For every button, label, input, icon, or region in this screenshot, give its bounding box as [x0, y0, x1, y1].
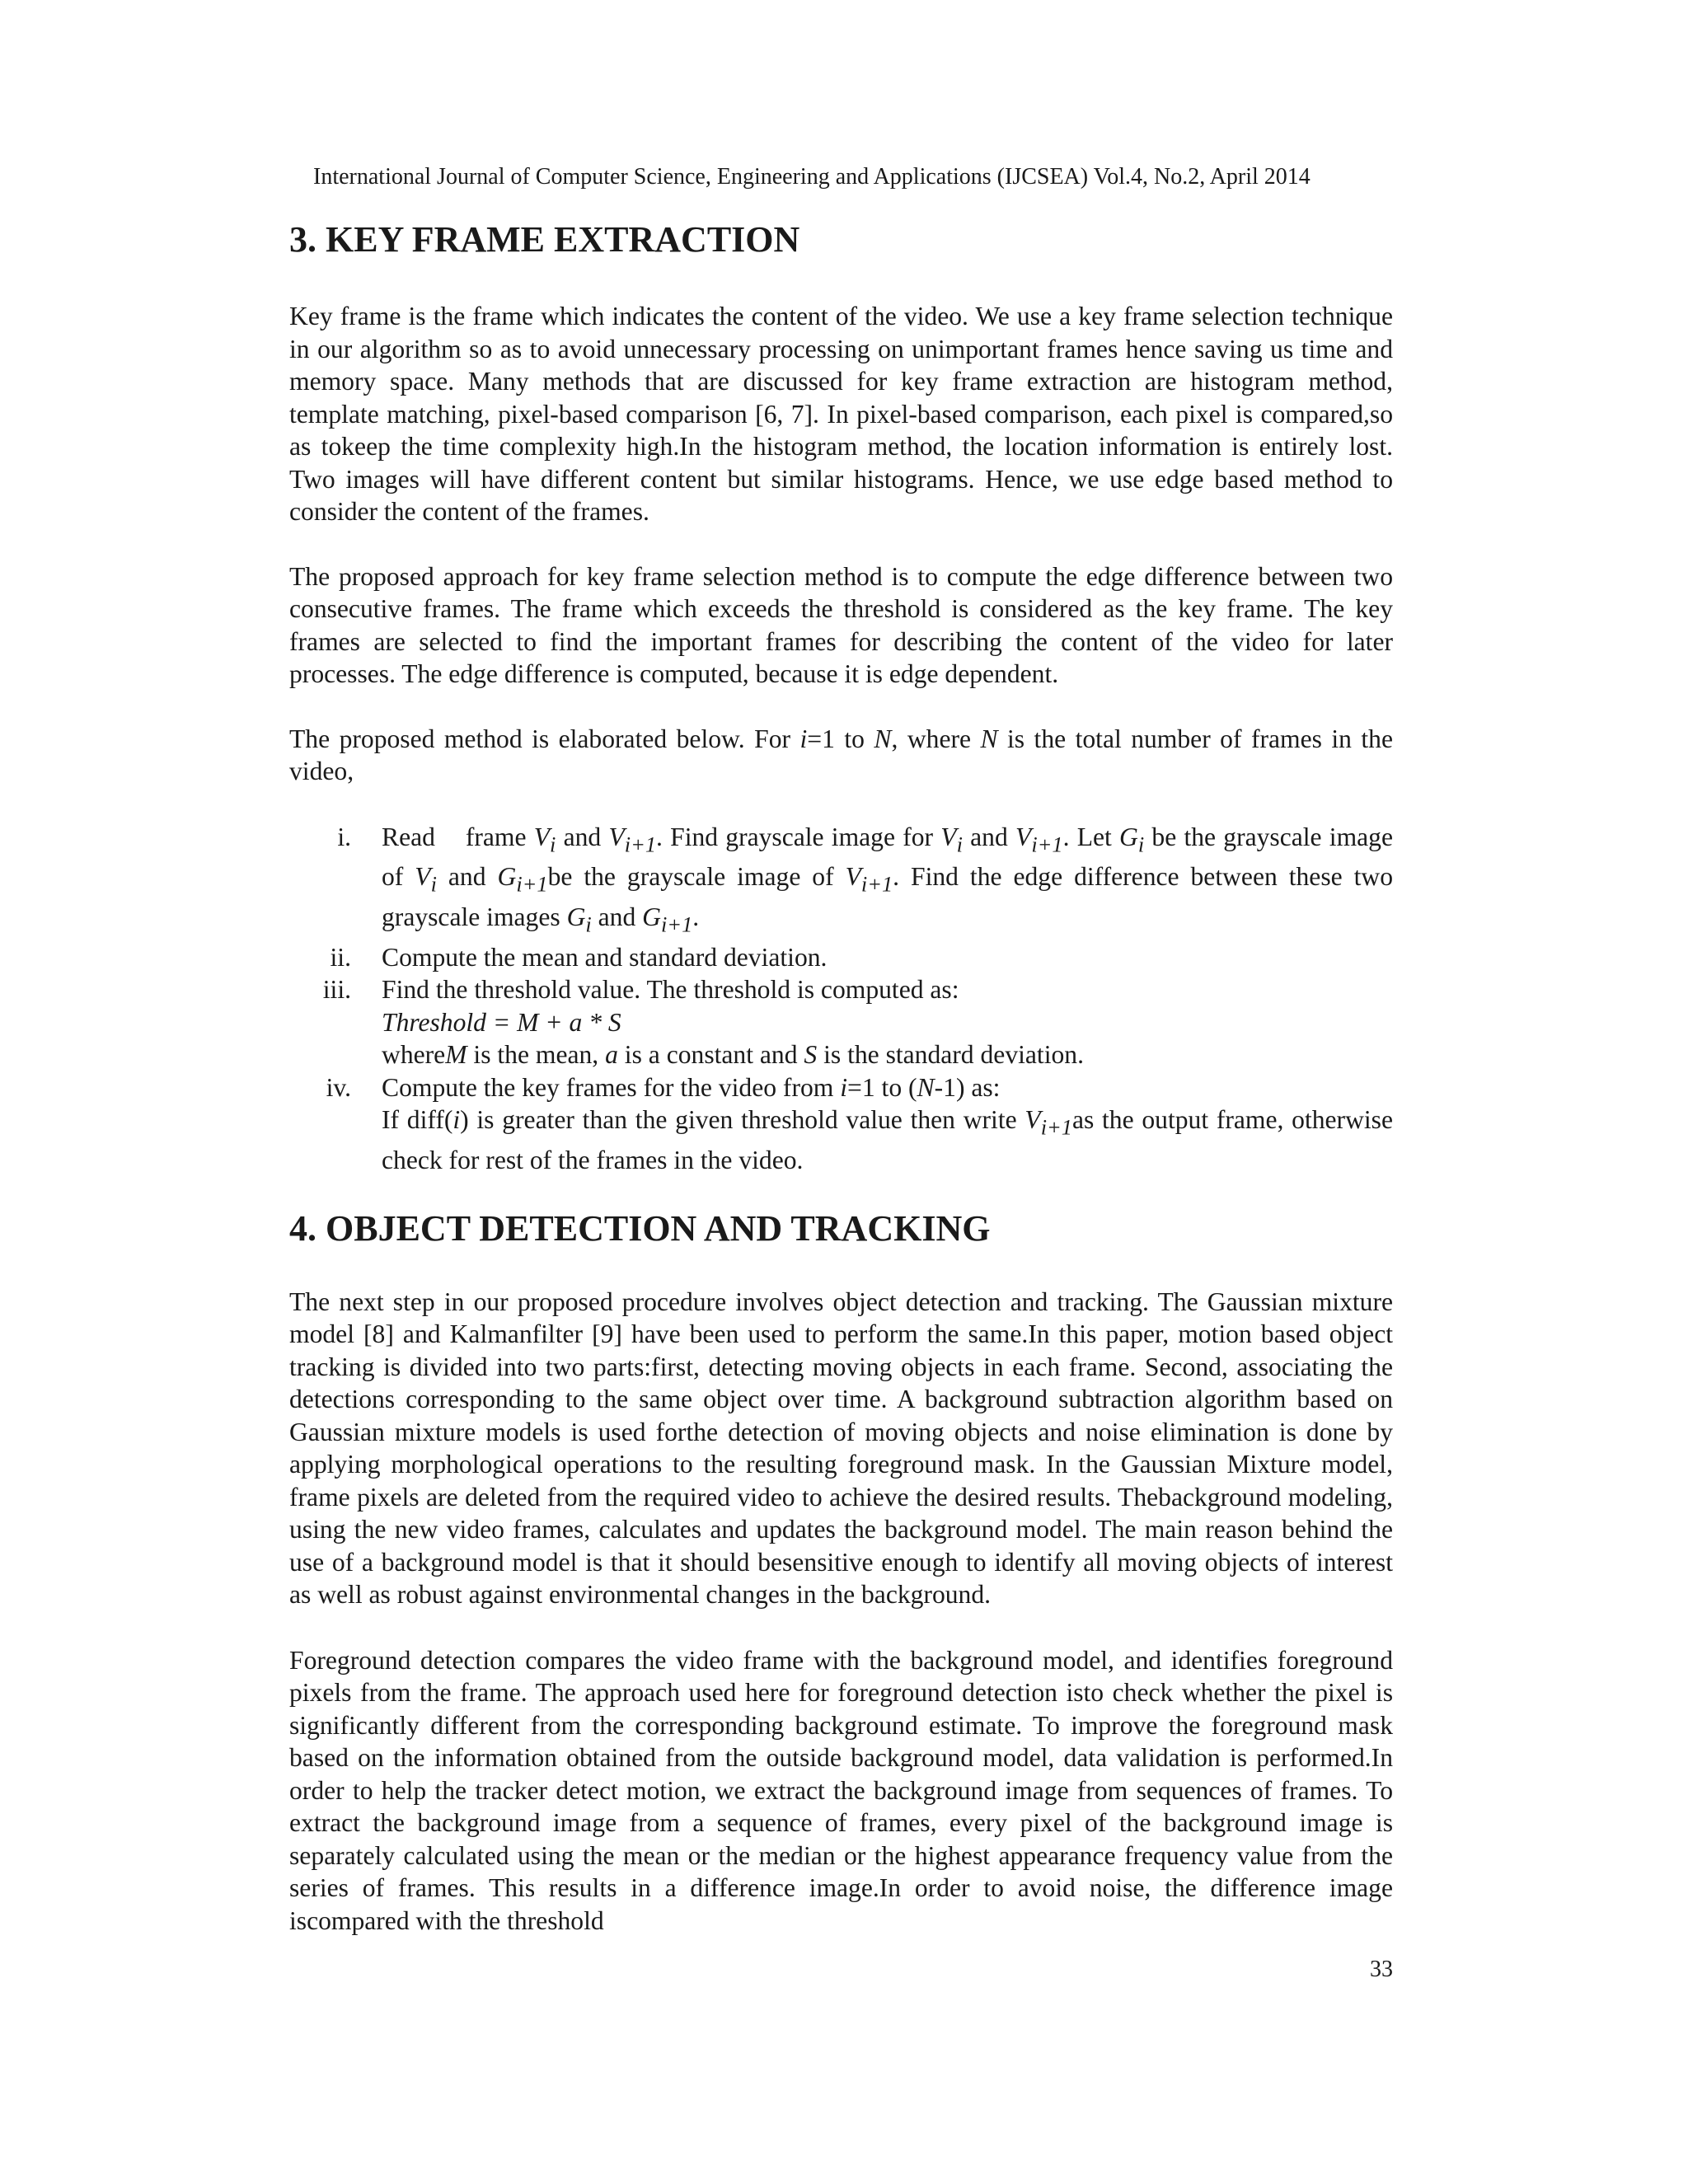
- page-content: [289, 216, 1393, 1937]
- step-number: iv.: [326, 1072, 351, 1102]
- algorithm-steps: [289, 821, 1393, 1177]
- section-4-heading: 4. OBJECT DETECTION AND TRACKING: [289, 1207, 991, 1249]
- step-ii: ii. Compute the mean and standard deviation.: [289, 941, 1393, 974]
- step-i: i. Read frame $V_i$ and $V_{i+1}$. Find grayscale image for $V_i$ and $V_{i+1}$. Let $G_i$ be the grayscale image of $V_i$ and $G_{i+1}be$ the grayscale image of $V_{i+1}$. Find the edge difference between these two grayscale images $G_i$ and $G_{i+1}$.: [289, 821, 1393, 941]
- threshold-formula: Threshold = M + a * S: [382, 1007, 621, 1037]
- section-4-paragraph-2: Foreground detection compares the video frame with the background model, and identifies foreground pixels from the frame. The approach used here for foreground detection isto check whether the pixel is significantly different from the corresponding background estimate. To improve the foreground mask based on the information obtained from the outside background model, data validation is performed.In order to help the tracker detect motion, we extract the background image from sequences of frames. To extract the background image from a sequence of frames, every pixel of the background image is separately calculated using the mean or the median or the highest appearance frequency value from the series of frames. This results in a difference image.In order to avoid noise, the difference image iscompared with the threshold: [289, 1645, 1393, 1935]
- step-number: ii.: [330, 942, 351, 972]
- step-number: iii.: [322, 975, 351, 1005]
- step-number: i.: [337, 822, 351, 851]
- section-3-paragraph-3: The proposed method is elaborated below. For i=1 to N, where N is the total number of frames in the video,: [289, 724, 1393, 785]
- page-number: 33: [1370, 1957, 1393, 1982]
- section-3-paragraph-2: The proposed approach for key frame selection method is to compute the edge difference between two consecutive frames. The frame which exceeds the threshold is considered as the key frame. The key frames are selected to find the important frames for describing the content of the video for later processes. The edge difference is computed, because it is edge dependent.: [289, 561, 1393, 688]
- section-3-paragraph-1: Key frame is the frame which indicates the content of the video. We use a key frame selection technique in our algorithm so as to avoid unnecessary processing on unimportant frames hence saving us time and memory space. Many methods that are discussed for key frame extraction are histogram method, template matching, pixel-based comparison [6, 7]. In pixel-based comparison, each pixel is compared,so as tokeep the time complexity high.In the histogram method, the location information is entirely lost. Two images will have different content but similar histograms. Hence, we use edge based method to consider the content of the frames.: [289, 302, 1393, 526]
- section-4-paragraph-1: The next step in our proposed procedure involves object detection and tracking. The Gaussian mixture model [8] and Kalmanfilter [9] have been used to perform the same.In this paper, motion based object tracking is divided into two parts:first, detecting moving objects in each frame. Second, associating the detections corresponding to the same object over time. A background subtraction algorithm based on Gaussian mixture models is used forthe detection of moving objects and noise elimination is done by applying morphological operations to the resulting foreground mask. In the Gaussian Mixture model, frame pixels are deleted from the required video to achieve the desired results. Thebackground modeling, using the new video frames, calculates and updates the background model. The main reason behind the use of a background model is that it should besensitive enough to identify all moving objects of interest as well as robust against environmental changes in the background.: [289, 1286, 1393, 1610]
- step-iii: iii. Find the threshold value. The threshold is computed as: Threshold = M + a * S whereM is the mean, a is a constant and S is the standard deviation.: [289, 973, 1393, 1071]
- step-iv: iv. Compute the key frames for the video from i=1 to (N-1) as: If diff(i) is greater than the given threshold value then write $V_{i+1}as$ the output frame, otherwise check for rest of the frames in the video.: [289, 1071, 1393, 1177]
- section-3-heading: 3. KEY FRAME EXTRACTION: [289, 219, 800, 260]
- running-header: International Journal of Computer Science, Engineering and Applications (IJCSEA) Vol.4, No.2, April 2014: [313, 164, 1311, 190]
